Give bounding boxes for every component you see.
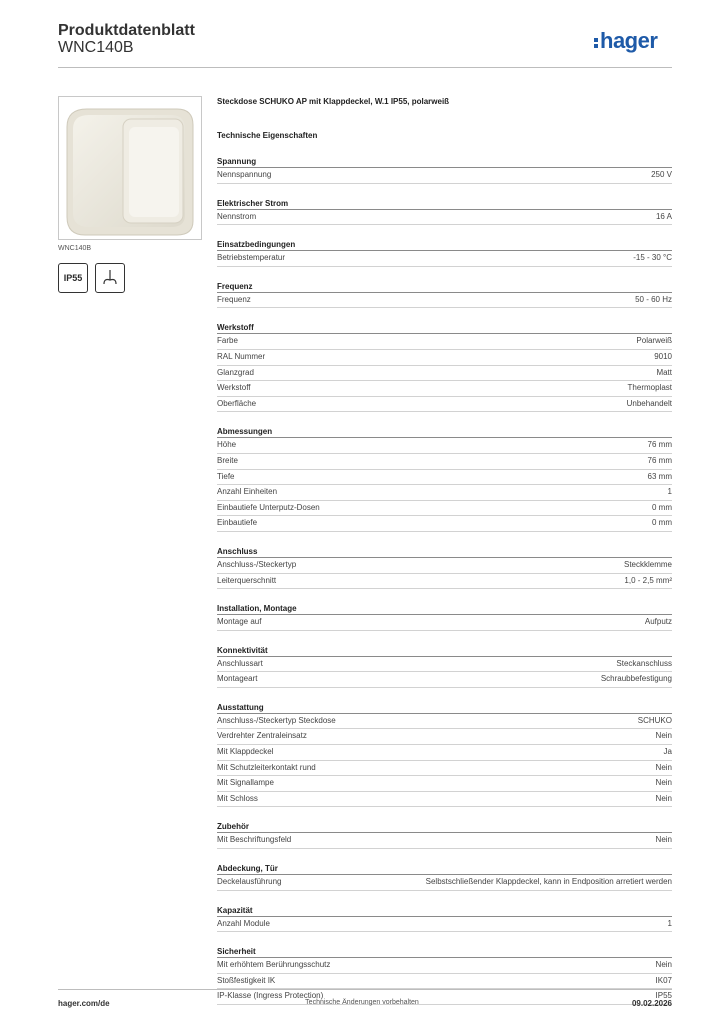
product-code: WNC140B — [58, 39, 134, 56]
spec-row — [217, 729, 672, 745]
spec-label: Frequenz — [217, 294, 251, 304]
logo-text: hager — [600, 28, 658, 53]
spec-row — [217, 485, 672, 501]
spec-value: Steckklemme — [623, 559, 672, 569]
spec-section — [217, 603, 672, 631]
spec-value: Ja — [663, 747, 672, 757]
spec-row — [217, 293, 672, 309]
spec-row — [217, 958, 672, 974]
spec-row — [217, 761, 672, 777]
spec-value: Nein — [655, 835, 672, 845]
section-title: Abmessungen — [217, 426, 672, 438]
spec-row — [217, 334, 672, 350]
section-title: Spannung — [217, 156, 672, 168]
spec-value: 76 mm — [647, 455, 672, 465]
spec-section — [217, 645, 672, 688]
spec-value: Nein — [655, 778, 672, 788]
hager-logo — [594, 28, 657, 54]
spec-row — [217, 438, 672, 454]
spec-row — [217, 672, 672, 688]
spec-label: Mit Signallampe — [217, 778, 274, 788]
spec-value: 63 mm — [647, 471, 672, 481]
section-title: Abdeckung, Tür — [217, 863, 672, 875]
section-title: Installation, Montage — [217, 603, 672, 615]
spec-value: Selbstschließender Klappdeckel, kann in Endposition arretiert werden — [425, 877, 672, 887]
socket-symbol-icon — [95, 263, 125, 293]
spec-section — [217, 426, 672, 532]
spec-section — [217, 905, 672, 933]
spec-value: 1 — [667, 918, 672, 928]
spec-value: 250 V — [651, 170, 672, 179]
spec-row — [217, 657, 672, 673]
spec-row — [217, 516, 672, 532]
section-title: Sicherheit — [217, 946, 672, 958]
spec-section — [217, 546, 672, 589]
spec-row — [217, 574, 672, 590]
spec-row — [217, 714, 672, 730]
spec-value: Schraubbefestigung — [600, 674, 672, 684]
spec-section — [217, 281, 672, 309]
spec-row — [217, 366, 672, 382]
spec-label: Nennstrom — [217, 211, 257, 221]
product-title: Steckdose SCHUKO AP mit Klappdeckel, W.1 IP55, polarweiß — [217, 97, 450, 106]
spec-row — [217, 251, 672, 267]
spec-value: IK07 — [655, 975, 672, 985]
spec-value: Thermoplast — [627, 383, 672, 393]
spec-value: Nein — [655, 960, 672, 970]
spec-row — [217, 210, 672, 226]
spec-label: RAL Nummer — [217, 351, 266, 361]
spec-value: IP55 — [655, 991, 672, 1001]
spec-value: Nein — [655, 762, 672, 772]
footer-divider — [58, 989, 672, 990]
spec-value: Polarweiß — [636, 336, 672, 346]
spec-section — [217, 239, 672, 267]
spec-content — [217, 96, 672, 1005]
product-image-caption: WNC140B — [58, 245, 92, 252]
spec-label: Werkstoff — [217, 383, 251, 393]
spec-section — [217, 863, 672, 891]
spec-label: IP-Klasse (Ingress Protection) — [217, 991, 324, 1001]
section-title: Kapazität — [217, 905, 672, 917]
spec-label: Glanzgrad — [217, 367, 254, 377]
footer-date: 09.02.2026 — [631, 999, 672, 1008]
spec-label: Anzahl Module — [217, 918, 270, 928]
section-title: Zubehör — [217, 821, 672, 833]
spec-label: Tiefe — [217, 471, 235, 481]
spec-section — [217, 821, 672, 849]
section-title: Ausstattung — [217, 702, 672, 714]
spec-value: 9010 — [654, 351, 672, 361]
footer-disclaimer: Technische Änderungen vorbehalten — [305, 999, 419, 1006]
spec-label: Deckelausführung — [217, 877, 282, 887]
spec-value: Steckanschluss — [616, 658, 672, 668]
spec-row — [217, 833, 672, 849]
spec-label: Verdrehter Zentraleinsatz — [217, 731, 307, 741]
spec-value: Nein — [655, 731, 672, 741]
spec-value: Aufputz — [644, 617, 672, 627]
spec-row — [217, 792, 672, 808]
spec-row — [217, 350, 672, 366]
spec-row — [217, 974, 672, 990]
spec-label: Farbe — [217, 336, 238, 346]
spec-label: Mit Klappdeckel — [217, 747, 274, 757]
spec-label: Anschluss-/Steckertyp Steckdose — [217, 715, 336, 725]
spec-value: 16 A — [655, 211, 672, 221]
footer-website: hager.com/de — [58, 999, 110, 1008]
spec-row — [217, 397, 672, 413]
spec-label: Montage auf — [217, 617, 262, 627]
spec-section — [217, 198, 672, 226]
spec-label: Anzahl Einheiten — [217, 487, 278, 497]
spec-row — [217, 501, 672, 517]
spec-row — [217, 875, 672, 891]
spec-section — [217, 156, 672, 184]
spec-label: Breite — [217, 455, 238, 465]
spec-row — [217, 558, 672, 574]
spec-row — [217, 470, 672, 486]
spec-label: Mit Schutzleiterkontakt rund — [217, 762, 316, 772]
spec-label: Oberfläche — [217, 398, 257, 408]
spec-label: Montageart — [217, 674, 258, 684]
spec-section — [217, 946, 672, 1005]
product-image — [58, 96, 202, 240]
spec-label: Stoßfestigkeit IK — [217, 975, 276, 985]
spec-label: Leiterquerschnitt — [217, 575, 277, 585]
tech-heading: Technische Eigenschaften — [217, 131, 318, 140]
section-title: Frequenz — [217, 281, 672, 293]
spec-value: Nein — [655, 793, 672, 803]
spec-label: Betriebstemperatur — [217, 253, 286, 263]
spec-row — [217, 168, 672, 184]
section-title: Einsatzbedingungen — [217, 239, 672, 251]
logo-dots-icon — [594, 35, 599, 49]
spec-label: Höhe — [217, 440, 237, 450]
spec-section — [217, 322, 672, 412]
spec-value: 0 mm — [652, 502, 672, 512]
spec-row — [217, 745, 672, 761]
ip-rating-badge: IP55 — [58, 263, 88, 293]
spec-label: Mit Schloss — [217, 793, 258, 803]
spec-label: Einbautiefe Unterputz-Dosen — [217, 502, 320, 512]
spec-sections — [217, 156, 672, 1005]
section-title: Anschluss — [217, 546, 672, 558]
spec-value: SCHUKO — [637, 715, 672, 725]
spec-row — [217, 917, 672, 933]
section-title: Elektrischer Strom — [217, 198, 672, 210]
spec-value: 0 mm — [652, 518, 672, 528]
page-title: Produktdatenblatt — [58, 22, 195, 39]
spec-row — [217, 776, 672, 792]
spec-value: 1 — [667, 487, 672, 497]
spec-label: Nennspannung — [217, 170, 272, 179]
spec-section — [217, 702, 672, 808]
spec-value: 76 mm — [647, 440, 672, 450]
header-divider — [58, 67, 672, 68]
spec-label: Einbautiefe — [217, 518, 258, 528]
spec-row — [217, 381, 672, 397]
spec-value: -15 - 30 °C — [633, 253, 672, 263]
spec-value: Unbehandelt — [626, 398, 672, 408]
spec-label: Mit Beschriftungsfeld — [217, 835, 292, 845]
section-title: Werkstoff — [217, 322, 672, 334]
spec-label: Mit erhöhtem Berührungsschutz — [217, 960, 331, 970]
spec-value: 1,0 - 2,5 mm² — [624, 575, 672, 585]
spec-row — [217, 454, 672, 470]
spec-label: Anschlussart — [217, 658, 263, 668]
spec-value: Matt — [656, 367, 672, 377]
section-title: Konnektivität — [217, 645, 672, 657]
spec-label: Anschluss-/Steckertyp — [217, 559, 297, 569]
spec-row — [217, 615, 672, 631]
spec-value: 50 - 60 Hz — [635, 294, 672, 304]
